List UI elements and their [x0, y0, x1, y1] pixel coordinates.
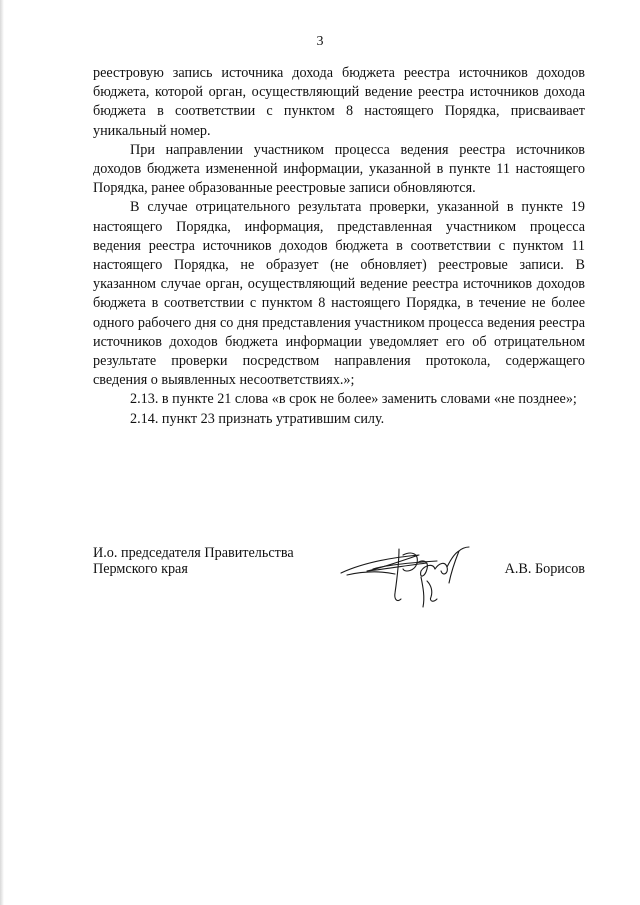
paragraph-registry-entry: реестровую запись источника дохода бюджета реестра источников доходов бюджета, которой орган, осуществляющий ведение реестра источников дохода бюджета в соответствии с пунктом 8 настоящего Порядка, присваивает уникальный номер. [93, 65, 585, 139]
page-number: 3 [316, 34, 324, 49]
signer-title-line-1: И.о. председателя Правительства [93, 545, 294, 561]
handwritten-signature [337, 541, 487, 611]
signer-title-line-2: Пермского края [93, 561, 188, 577]
signature-block [93, 545, 585, 615]
scan-edge-shadow [0, 0, 4, 905]
signer-title [93, 545, 294, 577]
paragraph-amendment-2-14: 2.14. пункт 23 признать утратившим силу. [130, 410, 385, 427]
document-body [93, 64, 585, 429]
paragraph-amendment-2-13: 2.13. в пункте 21 слова «в срок не более» заменить словами «не позднее»; [130, 391, 577, 408]
signer-name: А.В. Борисов [504, 561, 585, 577]
paragraph-updated-info: При направлении участником процесса ведения реестра источников доходов бюджета измененной информации, указанной в пункте 11 настоящего Порядка, ранее образованные реестровые записи обновляются. [93, 141, 585, 197]
paragraph-negative-check: В случае отрицательного результата проверки, указанной в пункте 19 настоящего Порядка, информация, представленная участником процесса ведения реестра источников доходов бюджета в соответствии с пунктом 11 настоящего Порядка, не образует (не обновляет) реестровые записи. В указанном случае орган, осуществляющий ведение реестра источников доходов бюджета в соответствии с пунктом 8 настоящего Порядка, в течение не более одного рабочего дня со дня представления участником процесса ведения реестра источников доходов бюджета информации уведомляет его об отрицательном результате проверки посредством направления протокола, содержащего сведения о выявленных несоответствиях.»; [93, 199, 585, 389]
